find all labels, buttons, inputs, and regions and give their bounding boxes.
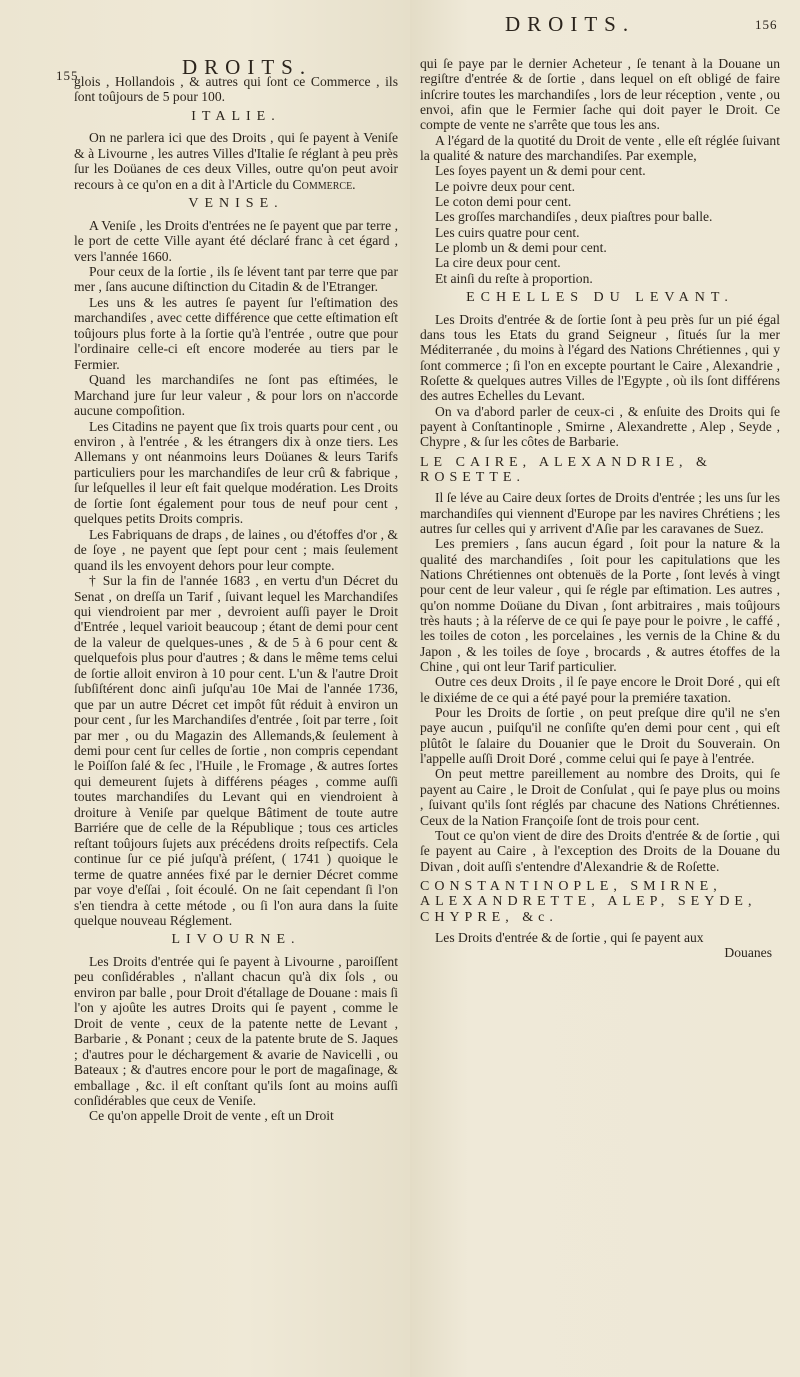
paragraph: Les premiers , ſans aucun égard , ſoit pour la nature & la qualité des marchandiſes , ſoit pour les capitulations que les Nations Chrétiennes ont obtenuës de la Porte , ſont levés à vingt pour cent de leur valeur , qui ſe régle par eſtimation. Les autres , qu'on nomme Doüane du Divan , ſont arbitraires , mais toûjours très hauts ; à la réſerve de ce qui ſe paye pour le poivre , le caffé , les toiles de coton , les porcelaines , les vernis de la Chine & du Japon , & les toiles de ſoye , brocards , & autres étoffes de la Chine , qui ont leur Tarif particulier. bbox=[420, 536, 780, 675]
paragraph: A l'égard de la quotité du Droit de vente , elle eſt réglée ſuivant la qualité & nature des marchandiſes. Par exemple, bbox=[420, 132, 780, 164]
paragraph: Les Citadins ne payent que ſix trois quarts pour cent , ou environ , à l'entrée , & les étrangers dix à onze tiers. Les Allemans y ont néanmoins leurs Doüanes & leurs Tarifs particuliers pour les marchandiſes de leur crû & fabrique , ſur leſquelles il leur eſt fait quelque modération. Les Droits de ſortie ſont également pour tous de neuf pour cent , quelques petits Droits compris. bbox=[74, 418, 398, 527]
rate-line: Le plomb un & demi pour cent. bbox=[435, 240, 607, 256]
paragraph: Pour les Droits de ſortie , on peut preſque dire qu'il ne s'en paye aucun , puiſqu'il ne conſiſte qu'en demi pour cent , qui eſt plûtôt le ſalaire du Douanier que le Droit du Souverain. On l'appelle auſſi Droit Doré , comme celui qui ſe paye à l'entrée. bbox=[420, 705, 780, 767]
right-page bbox=[410, 0, 800, 1377]
section-heading-caire: LE CAIRE, ALEXANDRIE, & ROSETTE. bbox=[420, 454, 712, 485]
smallcaps-reference: Commerce. bbox=[292, 176, 356, 192]
paragraph: Il ſe léve au Caire deux ſortes de Droits d'entrée ; les uns ſur les marchandiſes qui viennent d'Europe par les navires Chrétiens ; les autres ſur celles qui y arrivent d'Aſie par les caravanes de Suez. bbox=[420, 490, 780, 536]
rate-line: Le coton demi pour cent. bbox=[435, 194, 572, 210]
section-heading-constantinople: CONSTANTINOPLE, SMIRNE, ALEXANDRETTE, ALEP, SEYDE, CHYPRE, &c. bbox=[420, 878, 757, 925]
rate-line: Le poivre deux pour cent. bbox=[435, 178, 576, 194]
paragraph: Les uns & les autres ſe payent ſur l'eſtimation des marchandiſes , avec cette différence que cette eſtimation eſt toûjours plus forte à la ſortie qu'à l'entrée , outre que pour l'ordinaire celle-ci eſt encore moderée au tiers par le Fermier. bbox=[74, 294, 398, 372]
section-heading-echelles: ECHELLES DU LEVANT. bbox=[466, 290, 734, 306]
paragraph: † Sur la fin de l'année 1683 , en vertu d'un Décret du Senat , on dreſſa un Tarif , ſuivant lequel les Marchandiſes qui viendroient par mer , devroient auſſi payer le Droit d'Entrée , lequel varioit beaucoup ; étant de demi pour cent de la valeur de quelques-unes , & de 5 à 6 pour cent & quelquefois plus pour d'autres ; & dans le même tems celui de ſortie alloit environ à 10 pour cent. L'un & l'autre Droit ſubſiſtérent donc ainſi juſqu'au 10e Mai de l'année 1736, que par un autre Décret cet impôt fût réduit à environ un pour cent , ſur les Marchandiſes d'entrée , ſoit par terre , ſoit par mer , ou du Magazin des Allemands,& ſeulement à demi pour cent ſur celles de ſortie , non compris cependant le Poiſſon ſalé & ſec , l'Huile , le Fromage , & autres ſortes qui demeurent ſujets à différens péages , comme auſſi toutes marchandiſes du Levant qui en viendroient à droiture à Veniſe par quelque Bâtiment de toute autre Barriére que de celle de la République ; tous ces articles reſtant toûjours ſujets aux précédens droits reſpectifs. Cela continue ſur ce pié juſqu'à préſent, ( 1741 ) quoique le terme de quatre années fixé par le dernier Décret comme par voye d'eſſai , ſoit écoulé. On ne ſait cependant ſi l'on s'en tiendra à cette métode , ou ſi l'on aura dans la ſuite quelque nouveau Réglement. bbox=[74, 573, 398, 929]
section-heading-italie: ITALIE. bbox=[191, 108, 281, 124]
running-head: DROITS. bbox=[182, 55, 313, 79]
rate-line: Les cuirs quatre pour cent. bbox=[435, 224, 580, 240]
paragraph: On va d'abord parler de ceux-ci , & enſuite des Droits qui ſe payent à Conſtantinople , Smirne , Alexandrette , Alep , Seyde , Chypre , & ſur les côtes de Barbarie. bbox=[420, 403, 780, 450]
paragraph: A Veniſe , les Droits d'entrées ne ſe payent que par terre , le port de cette Ville ayant été déclaré franc à cet égard , vers l'année 1660. bbox=[74, 217, 398, 264]
running-head: DROITS. bbox=[505, 12, 636, 36]
rate-line: Et ainſi du reſte à proportion. bbox=[435, 270, 593, 286]
paragraph: Les Droits d'entrée qui ſe payent à Livourne , paroiſſent peu conſidérables , n'allant chacun qu'à dix ſols , ou environ par balle , pour Droit d'étallage de Douane : mais ſi l'on y ajoûte les autres Droits qui ſe payent , comme le Droit de vente , ceux de la patente nette de Levant , Barbarie , & Ponant ; ceux de la patente brute de S. Jaques ; d'autres pour le déchargement & avarie de Navicelli , ou Bateaux ; & d'autres encore pour le port de magaſinage, & emballage , &c. il eſt conſtant qu'ils ſont au moins auſſi conſidérables que ceux de Veniſe. bbox=[74, 953, 398, 1108]
paragraph-text: On ne parlera ici que des Droits , qui ſe payent à Veniſe & à Livourne , les autres Villes d'Italie ſe réglant à peu près ſur les Doüanes de ces deux Villes, outre qu'on peut avoir recours à ce qu'on en a dit à l'Article du bbox=[74, 130, 398, 192]
text-column bbox=[420, 56, 780, 961]
paragraph: Les Droits d'entrée & de ſortie , qui ſe payent aux bbox=[435, 929, 704, 945]
paragraph: Outre ces deux Droits , il ſe paye encore le Droit Doré , qui eſt le dixiéme de ce qui a été payé pour la premiére taxation. bbox=[420, 674, 780, 705]
text-column bbox=[74, 74, 398, 1124]
paragraph: On peut mettre pareillement au nombre des Droits, qui ſe payent au Caire , le Droit de Conſulat , qui ſe paye plus ou moins , ſuivant qu'ils ſont réglés par chacune des Nations Chrétiennes. Ceux de la Nation Françoiſe ſont de trois pour cent. bbox=[420, 766, 780, 828]
paragraph: glois , Hollandois , & autres qui ſont ce Commerce , ils ſont toûjours de 5 pour 100. bbox=[74, 74, 398, 105]
paragraph: Quand les marchandiſes ne ſont pas eſtimées, le Marchand jure ſur leur valeur , & pour lors on n'accorde aucune compoſition. bbox=[74, 372, 398, 419]
paragraph bbox=[74, 130, 398, 192]
paragraph: Ce qu'on appelle Droit de vente , eſt un Droit bbox=[89, 1108, 334, 1124]
paragraph: Tout ce qu'on vient de dire des Droits d'entrée & de ſortie , qui ſe payent au Caire , à l'exception des Droits de la Douane du Divan , doit auſſi s'entendre d'Alexandrie & de Roſette. bbox=[420, 827, 780, 874]
paragraph: Pour ceux de la ſortie , ils ſe lévent tant par terre que par mer , ſans aucune diſtinction du Citadin & de l'Etranger. bbox=[74, 263, 398, 295]
paragraph: Les Droits d'entrée & de ſortie ſont à peu près ſur un pié égal dans tous les Etats du grand Seigneur , ſitués ſur la mer Méditerranée , du moins à l'égard des Nations Chrétiennes , qui y ſont commerce ; ſi l'on en excepte pourtant le Caire , Alexandrie , Roſette & quelques autres Villes de l'Egypte , où ils ſont différens des autres Echelles du Levant. bbox=[420, 311, 780, 404]
paragraph: Les Fabriquans de draps , de laines , ou d'étoffes d'or , & de ſoye , ne payent que ſept pour cent ; mais ſeulement quand ils les envoyent dehors pour leur compte. bbox=[74, 526, 398, 573]
paragraph: qui ſe paye par le dernier Acheteur , ſe tenant à la Douane un regiſtre d'entrée & de ſortie , dans lequel on eſt obligé de faire inſcrire toutes les marchandiſes , lors de leur réception , vente , ou envoi, afin que le Fermier ſache qui doit payer le Droit. Ce compte de vente ne s'arrête que tous les ans. bbox=[420, 56, 780, 133]
page-number: 156 bbox=[755, 17, 778, 32]
section-heading-venise: VENISE. bbox=[188, 196, 284, 212]
rate-line: Les ſoyes payent un & demi pour cent. bbox=[435, 163, 646, 179]
catchword: Douanes bbox=[724, 945, 772, 961]
rate-line: La cire deux pour cent. bbox=[435, 255, 561, 271]
section-heading-livourne: LIVOURNE. bbox=[171, 932, 301, 948]
rate-line: Les groſſes marchandiſes , deux piaſtres pour balle. bbox=[435, 209, 713, 225]
page-number: 155 bbox=[56, 68, 79, 83]
